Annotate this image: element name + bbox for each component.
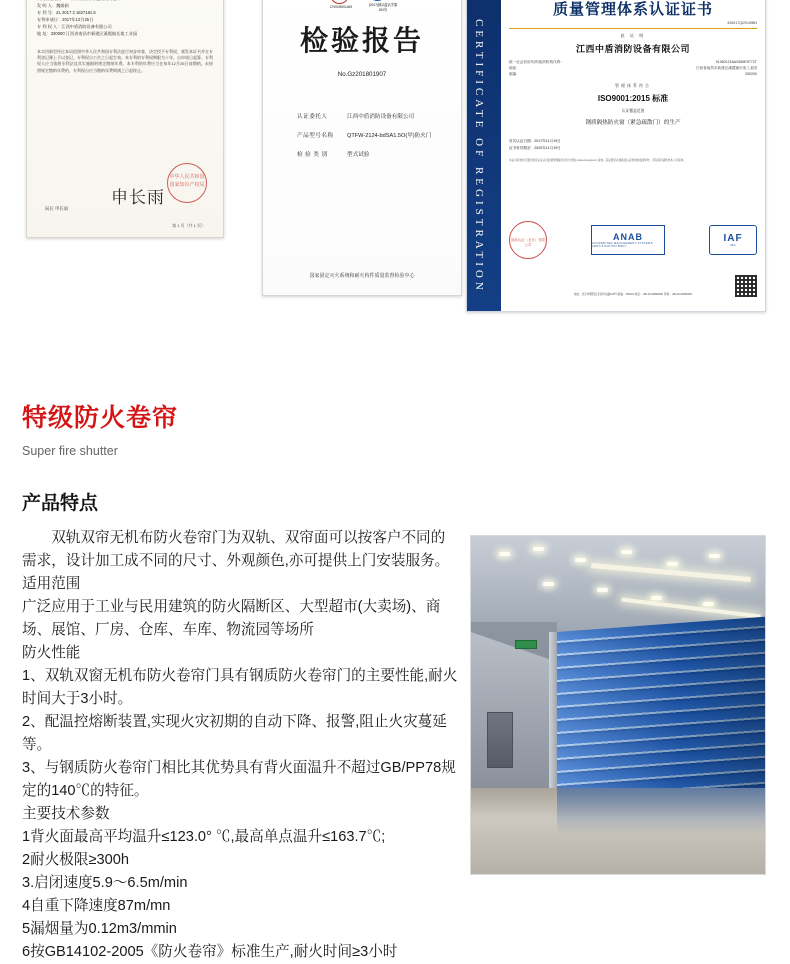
product-section [0, 352, 790, 960]
photo-floor [471, 788, 765, 874]
product-paragraph: 1背火面最高平均温升≤123.0° ℃,最高单点温升≤163.7℃; [22, 829, 386, 845]
iso-meta-label: 邮编： [509, 72, 520, 76]
inspection-field-label: 认证委托人 [297, 114, 328, 120]
ceiling-light-icon [651, 596, 662, 600]
iso-body [501, 0, 765, 311]
cnas-logo-icon [326, 0, 356, 7]
iso-accreditation-marks [509, 221, 757, 259]
ceiling-light-icon [667, 562, 678, 566]
patent-header-line: 专 利 权 人：江西中盾消防设备有限公司 [37, 24, 112, 29]
ceiling-light-icon [533, 547, 544, 551]
anab-mark-icon [591, 225, 665, 255]
product-description [22, 527, 458, 964]
iso-bottom-note: 地址：北京市朝阳区北四环东路110号 邮编：100101 电话：+86-10-64800000 传真：+86-10-64800001 [573, 293, 693, 296]
iso-red-seal-text: 凯新认证（北京）有限公司 [509, 221, 547, 259]
cma-logo-icon [368, 0, 398, 12]
iso-company-name: 江西中盾消防设备有限公司 [575, 44, 690, 54]
product-paragraph: 双轨双帘无机布防火卷帘门为双轨、双帘面可以按客户不同的需求，设计加工成不同的尺寸、外观颜色,亦可提供上门安装服务。 [22, 530, 450, 569]
patent-header-lines [37, 0, 213, 37]
inspection-field-row [297, 113, 441, 121]
inspection-report-footer: 国家固定灭火系统和耐火构件质量监督检验中心 [309, 273, 415, 279]
iso9001-certificate [466, 0, 766, 312]
iso-side-text: CERTIFICATE OF REGISTRATION [473, 19, 485, 294]
product-title: 特级防火卷帘 [22, 404, 179, 432]
iso-side-banner [467, 0, 501, 311]
iso-meta-value: 江西省南昌市新建区溪霞镇长堎工业园 [695, 66, 757, 70]
inspection-field-value: QTFW-2124-bdSA1.5O(甲)防火门 [347, 133, 432, 139]
patent-issuer: 局长 申长雨 [45, 206, 69, 211]
product-paragraph: 3.启闭速度5.9～6.5m/min [22, 875, 188, 891]
patent-signature: 申长雨 [111, 188, 165, 207]
ceiling-light-icon [703, 602, 714, 606]
inspection-field-value: 型式试验 [347, 152, 370, 158]
iaf-mark-icon [709, 225, 757, 255]
iso-divider [509, 28, 757, 29]
iso-meta-label: 地址： [509, 66, 520, 70]
iso-scope-label: 认证覆盖范围 [621, 109, 645, 113]
patent-header-line: 发 明 人：魏娟娟 [37, 3, 69, 8]
cma-caption: (2017)国认监认字第002号 [368, 3, 398, 12]
features-heading: 产品特点 [22, 493, 99, 514]
product-paragraph: 3、与钢质防火卷帘门相比其优势具有背火面温升不超过GB/PP78规定的140℃的特征。 [22, 760, 456, 799]
iso-cert-number: 426017QI2019IBN [727, 21, 757, 25]
inspection-report-number: No.Gz201801907 [337, 71, 387, 78]
ceiling-light-icon [543, 582, 554, 586]
product-paragraph: 适用范围 [22, 576, 81, 592]
product-paragraph: 广泛应用于工业与民用建筑的防火隔断区、大型超市(大卖场)、商场、展馆、厂房、仓库、车库、物流园等场所 [22, 599, 441, 638]
patent-header-line: 专 利 号：ZL 2017 2 1827181.5 [37, 10, 96, 15]
anab-title: ANAB [613, 232, 643, 242]
product-paragraph: 6按GB14102-2005《防火卷帘》标准生产,耐火时间≥3小时 [22, 944, 398, 960]
product-paragraph: 5漏烟量为0.12m3/mmin [22, 921, 177, 937]
product-paragraph: 1、双轨双窗无机布防火卷帘门具有钢质防火卷帘门的主要性能,耐火时间大于3小时。 [22, 668, 458, 707]
iso-meta-value: 913601218AX589E9772T [715, 60, 757, 64]
iso-date-line: 证书有效期至：2020年11月19日 [509, 145, 561, 150]
iaf-title: IAF [723, 233, 743, 244]
inspection-report-certificate [262, 0, 462, 296]
iso-title: 质量管理体系认证证书 [552, 2, 713, 18]
iaf-sub: MLA [730, 244, 736, 247]
iso-date-line: 首次认证日期：2017年11月19日 [509, 139, 561, 143]
fire-shutter-door [557, 617, 765, 808]
iso-meta-label: 统一社会信用代码/组织机构代码： [509, 60, 564, 64]
iso-sub-label: 兹 证 明 [620, 33, 646, 38]
qr-code-icon [735, 275, 757, 297]
cnas-ring-icon [330, 0, 349, 4]
inspection-field-label: 产品型号名称 [297, 133, 334, 139]
iso-fine-print: 本证书有效性可通过国家认证认可监督管理委员会官方网站 www.cnca.gov.cn 查询。获证组织必须接受认证机构的监督审核，若有疑问请致电本公司查询。 [509, 159, 686, 163]
product-paragraph: 4自重下降速度87m/mn [22, 898, 171, 914]
cma-ring-icon [368, 0, 387, 1]
product-paragraph: 2耐火极限≥300h [22, 852, 129, 868]
fire-shutter-interior-photo [471, 536, 765, 874]
inspection-field-row [297, 151, 441, 159]
ceiling-light-icon [499, 552, 510, 556]
ceiling-light-icon [621, 550, 632, 554]
patent-seal-icon: 中华人民共和国国家知识产权局 [167, 163, 207, 203]
patent-page-number: 第 1 页（共 1 页） [172, 223, 205, 228]
anab-sub: ACCREDITED MANAGEMENT SYSTEMS CERTIFICATION BODY [592, 242, 653, 248]
patent-header-line: 专利申请日：2017年12月25日 [37, 17, 94, 22]
iso-standard: ISO9001:2015 标准 [597, 94, 669, 103]
product-paragraph: 主要技术参数 [22, 806, 110, 822]
iso-scope: 钢质隔热防火窗（紧急疏散门）的生产 [585, 120, 681, 126]
ceiling-light-icon [709, 554, 720, 558]
iso-red-seal-icon [509, 221, 547, 259]
iso-meta [509, 59, 757, 77]
inspection-field-row [297, 132, 441, 140]
ceiling-light-icon [575, 558, 586, 562]
floor-reflection [557, 788, 765, 834]
iso-standard-label: 管理体系符合 [615, 83, 651, 88]
patent-header-line: 地 址：330000 江西省南昌市新建区溪霞镇长堎工业园 [37, 31, 138, 36]
ceiling-light-icon [597, 588, 608, 592]
exit-sign-icon [515, 640, 537, 649]
product-subtitle: Super fire shutter [22, 444, 118, 458]
patent-body-text: 本实用新型经过本局依照中华人民共和国专利法进行初步审查，决定授予专利权，颁发本证书并在专利登记簿上予以登记。专利权自公告之日起生效。本专利的专利权期限为十年，自申请日起算。专利权人应当依照专利法及其实施细则规定缴纳年费。本专利的年费应当在每年12月25日前缴纳。未按照规定缴纳年费的，专利权自应当缴纳年费期满之日起终止。 [37, 49, 213, 73]
cnas-caption: 17002I5201465 [329, 5, 353, 9]
inspection-field-value: 江西中盾消防设备有限公司 [347, 114, 415, 120]
side-door [487, 712, 513, 768]
inspection-report-title: 检验报告 [299, 26, 424, 57]
accreditation-logos [263, 0, 461, 12]
inspection-field-label: 检 验 类 别 [297, 152, 328, 158]
patent-certificate [26, 0, 224, 238]
iso-meta-value: 330200 [745, 72, 757, 76]
product-paragraph: 2、配温控熔断装置,实现火灾初期的自动下降、报警,阻止火灾蔓延等。 [22, 714, 447, 753]
iso-meta-row [509, 71, 757, 77]
inspection-report-fields [297, 113, 441, 170]
certificate-image-band [0, 0, 790, 352]
product-photo [470, 535, 766, 875]
iso-dates [509, 138, 757, 151]
product-paragraph: 防火性能 [22, 645, 81, 661]
